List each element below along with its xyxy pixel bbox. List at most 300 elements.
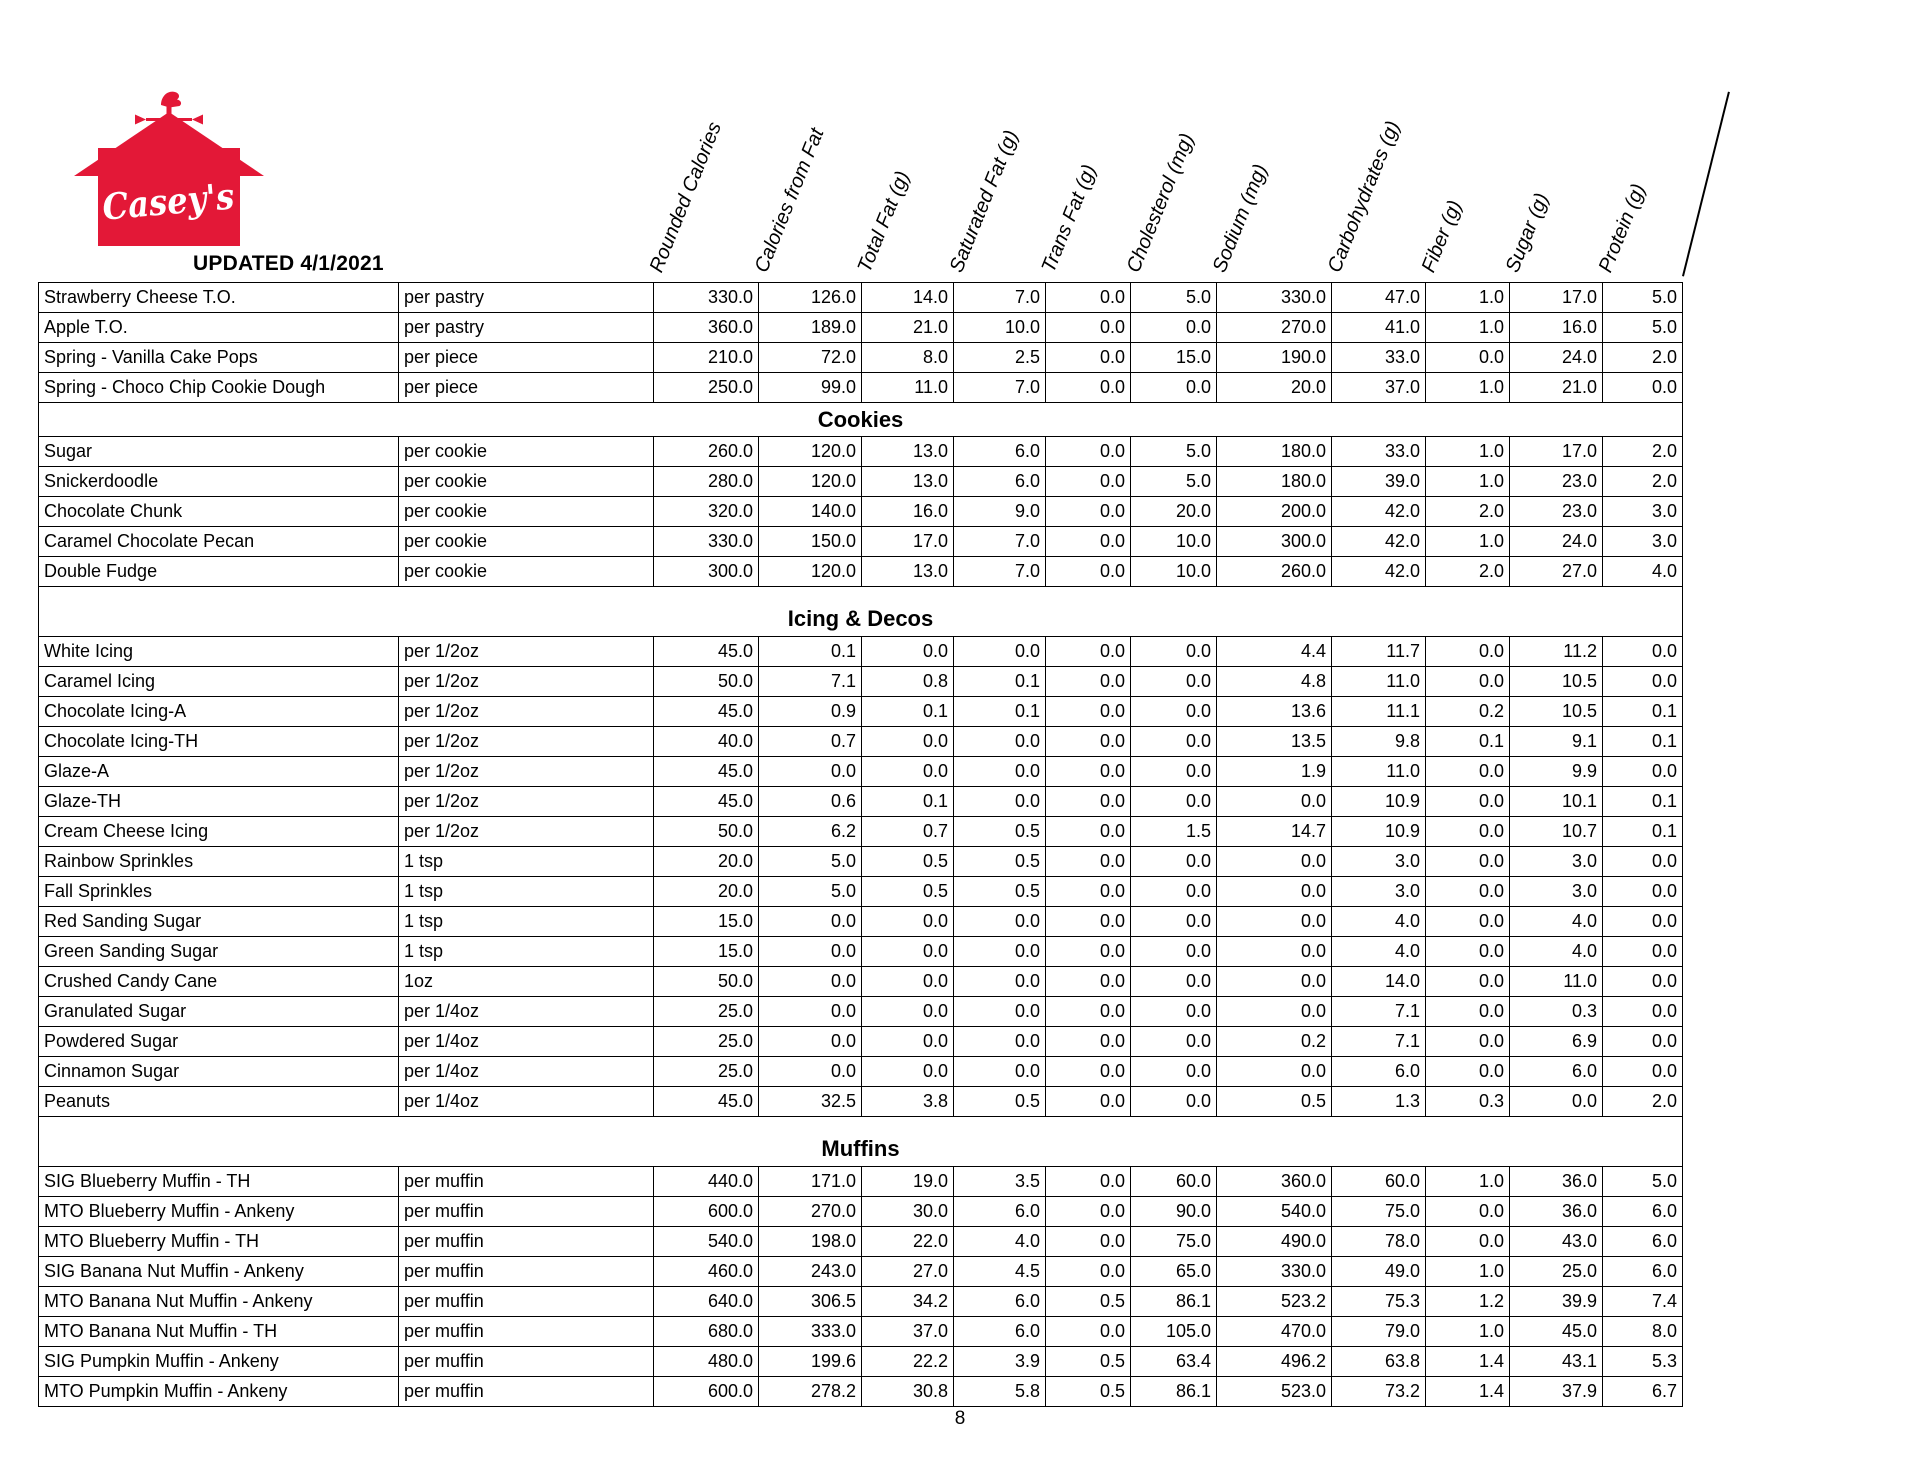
value-cell: 0.0 [954, 1057, 1046, 1087]
serving-size-cell: per piece [399, 343, 654, 373]
value-cell: 43.1 [1510, 1347, 1603, 1377]
serving-size-cell: 1 tsp [399, 877, 654, 907]
serving-size-cell: per muffin [399, 1197, 654, 1227]
table-row [39, 1087, 1683, 1117]
value-cell: 27.0 [1510, 557, 1603, 587]
serving-size-cell: per 1/2oz [399, 787, 654, 817]
value-cell: 0.0 [1131, 637, 1217, 667]
section-header-row [39, 1133, 1683, 1167]
value-cell: 0.0 [1046, 787, 1131, 817]
value-cell: 2.0 [1603, 1087, 1683, 1117]
value-cell: 6.9 [1510, 1027, 1603, 1057]
value-cell: 0.0 [1426, 997, 1510, 1027]
value-cell: 0.5 [954, 877, 1046, 907]
value-cell: 22.0 [862, 1227, 954, 1257]
value-cell: 0.7 [862, 817, 954, 847]
value-cell: 0.0 [1131, 787, 1217, 817]
value-cell: 0.0 [862, 937, 954, 967]
value-cell: 6.0 [1332, 1057, 1426, 1087]
value-cell: 7.0 [954, 527, 1046, 557]
value-cell: 8.0 [862, 343, 954, 373]
value-cell: 0.0 [1131, 697, 1217, 727]
serving-size-cell: per piece [399, 373, 654, 403]
value-cell: 15.0 [654, 907, 759, 937]
value-cell: 1.0 [1426, 1167, 1510, 1197]
value-cell: 680.0 [654, 1317, 759, 1347]
value-cell: 0.0 [1603, 967, 1683, 997]
value-cell: 0.5 [954, 847, 1046, 877]
value-cell: 3.0 [1603, 527, 1683, 557]
value-cell: 198.0 [759, 1227, 862, 1257]
item-name-cell: SIG Banana Nut Muffin - Ankeny [39, 1257, 399, 1287]
value-cell: 0.3 [1426, 1087, 1510, 1117]
value-cell: 10.5 [1510, 697, 1603, 727]
value-cell: 0.0 [1426, 967, 1510, 997]
table-row [39, 343, 1683, 373]
column-header-protein-g: Protein (g) [1594, 180, 1651, 276]
value-cell: 4.0 [1510, 907, 1603, 937]
value-cell: 0.0 [1131, 667, 1217, 697]
value-cell: 6.0 [954, 1197, 1046, 1227]
value-cell: 330.0 [654, 527, 759, 557]
value-cell: 78.0 [1332, 1227, 1426, 1257]
value-cell: 9.0 [954, 497, 1046, 527]
value-cell: 0.6 [759, 787, 862, 817]
value-cell: 63.4 [1131, 1347, 1217, 1377]
item-name-cell: Peanuts [39, 1087, 399, 1117]
value-cell: 0.0 [1046, 907, 1131, 937]
value-cell: 270.0 [1217, 313, 1332, 343]
value-cell: 0.1 [1603, 787, 1683, 817]
value-cell: 40.0 [654, 727, 759, 757]
value-cell: 75.0 [1131, 1227, 1217, 1257]
value-cell: 0.0 [1603, 937, 1683, 967]
value-cell: 1.0 [1426, 467, 1510, 497]
value-cell: 0.1 [1603, 727, 1683, 757]
value-cell: 16.0 [862, 497, 954, 527]
value-cell: 0.0 [1046, 467, 1131, 497]
value-cell: 65.0 [1131, 1257, 1217, 1287]
value-cell: 3.8 [862, 1087, 954, 1117]
table-row [39, 637, 1683, 667]
value-cell: 9.8 [1332, 727, 1426, 757]
value-cell: 21.0 [862, 313, 954, 343]
value-cell: 11.0 [1332, 757, 1426, 787]
value-cell: 10.9 [1332, 787, 1426, 817]
value-cell: 0.5 [1217, 1087, 1332, 1117]
serving-size-cell: per muffin [399, 1377, 654, 1407]
value-cell: 0.1 [862, 787, 954, 817]
serving-size-cell: 1oz [399, 967, 654, 997]
value-cell: 0.8 [862, 667, 954, 697]
value-cell: 1.0 [1426, 283, 1510, 313]
value-cell: 105.0 [1131, 1317, 1217, 1347]
value-cell: 0.5 [862, 847, 954, 877]
value-cell: 0.0 [1217, 847, 1332, 877]
table-row [39, 697, 1683, 727]
column-header-calories-from-fat: Calories from Fat [750, 125, 829, 276]
value-cell: 0.5 [954, 1087, 1046, 1117]
value-cell: 6.0 [954, 437, 1046, 467]
section-title: Icing & Decos [39, 603, 1683, 637]
item-name-cell: Double Fudge [39, 557, 399, 587]
value-cell: 180.0 [1217, 437, 1332, 467]
item-name-cell: Cream Cheese Icing [39, 817, 399, 847]
item-name-cell: MTO Blueberry Muffin - Ankeny [39, 1197, 399, 1227]
value-cell: 0.5 [862, 877, 954, 907]
item-name-cell: Chocolate Chunk [39, 497, 399, 527]
value-cell: 0.0 [1046, 1087, 1131, 1117]
table-row [39, 937, 1683, 967]
updated-date-label: UPDATED 4/1/2021 [193, 252, 384, 275]
table-row [39, 847, 1683, 877]
value-cell: 140.0 [759, 497, 862, 527]
section-title: Cookies [39, 403, 1683, 437]
item-name-cell: SIG Blueberry Muffin - TH [39, 1167, 399, 1197]
value-cell: 3.0 [1332, 847, 1426, 877]
value-cell: 523.2 [1217, 1287, 1332, 1317]
value-cell: 0.0 [862, 727, 954, 757]
value-cell: 0.0 [759, 907, 862, 937]
value-cell: 37.0 [862, 1317, 954, 1347]
item-name-cell: Powdered Sugar [39, 1027, 399, 1057]
value-cell: 0.0 [1131, 373, 1217, 403]
value-cell: 1.0 [1426, 1317, 1510, 1347]
serving-size-cell: per muffin [399, 1227, 654, 1257]
value-cell: 6.0 [1603, 1257, 1683, 1287]
value-cell: 24.0 [1510, 527, 1603, 557]
table-row [39, 1197, 1683, 1227]
item-name-cell: Cinnamon Sugar [39, 1057, 399, 1087]
value-cell: 10.7 [1510, 817, 1603, 847]
column-header-carbohydrates-g: Carbohydrates (g) [1323, 117, 1405, 276]
value-cell: 0.0 [862, 637, 954, 667]
value-cell: 45.0 [654, 787, 759, 817]
value-cell: 3.5 [954, 1167, 1046, 1197]
item-name-cell: Strawberry Cheese T.O. [39, 283, 399, 313]
value-cell: 540.0 [654, 1227, 759, 1257]
value-cell: 0.0 [1046, 1227, 1131, 1257]
serving-size-cell: per 1/2oz [399, 727, 654, 757]
value-cell: 640.0 [654, 1287, 759, 1317]
value-cell: 0.0 [1426, 1227, 1510, 1257]
section-header-row [39, 403, 1683, 437]
value-cell: 5.0 [1131, 283, 1217, 313]
value-cell: 3.9 [954, 1347, 1046, 1377]
table-row [39, 1257, 1683, 1287]
value-cell: 0.0 [1217, 907, 1332, 937]
value-cell: 42.0 [1332, 497, 1426, 527]
value-cell: 75.0 [1332, 1197, 1426, 1227]
value-cell: 210.0 [654, 343, 759, 373]
value-cell: 0.0 [1046, 637, 1131, 667]
section-title: Muffins [39, 1133, 1683, 1167]
value-cell: 0.0 [862, 1057, 954, 1087]
value-cell: 33.0 [1332, 343, 1426, 373]
value-cell: 39.9 [1510, 1287, 1603, 1317]
value-cell: 0.0 [1426, 757, 1510, 787]
value-cell: 0.9 [759, 697, 862, 727]
value-cell: 17.0 [862, 527, 954, 557]
value-cell: 4.5 [954, 1257, 1046, 1287]
value-cell: 330.0 [654, 283, 759, 313]
value-cell: 6.2 [759, 817, 862, 847]
value-cell: 11.0 [1332, 667, 1426, 697]
value-cell: 0.0 [1426, 1197, 1510, 1227]
value-cell: 20.0 [1131, 497, 1217, 527]
item-name-cell: MTO Banana Nut Muffin - TH [39, 1317, 399, 1347]
value-cell: 15.0 [1131, 343, 1217, 373]
value-cell: 10.0 [954, 313, 1046, 343]
value-cell: 11.7 [1332, 637, 1426, 667]
value-cell: 200.0 [1217, 497, 1332, 527]
value-cell: 2.0 [1426, 557, 1510, 587]
table-row [39, 283, 1683, 313]
value-cell: 45.0 [654, 757, 759, 787]
value-cell: 63.8 [1332, 1347, 1426, 1377]
value-cell: 0.0 [1217, 787, 1332, 817]
serving-size-cell: per 1/4oz [399, 1087, 654, 1117]
value-cell: 14.0 [862, 283, 954, 313]
value-cell: 47.0 [1332, 283, 1426, 313]
value-cell: 360.0 [1217, 1167, 1332, 1197]
value-cell: 20.0 [1217, 373, 1332, 403]
value-cell: 15.0 [654, 937, 759, 967]
value-cell: 1.0 [1426, 373, 1510, 403]
serving-size-cell: 1 tsp [399, 847, 654, 877]
value-cell: 0.0 [1426, 937, 1510, 967]
value-cell: 0.0 [1046, 727, 1131, 757]
value-cell: 4.4 [1217, 637, 1332, 667]
value-cell: 25.0 [654, 1027, 759, 1057]
item-name-cell: Spring - Vanilla Cake Pops [39, 343, 399, 373]
value-cell: 1.0 [1426, 313, 1510, 343]
value-cell: 480.0 [654, 1347, 759, 1377]
item-name-cell: Caramel Icing [39, 667, 399, 697]
value-cell: 0.0 [1046, 1197, 1131, 1227]
value-cell: 36.0 [1510, 1197, 1603, 1227]
value-cell: 11.0 [862, 373, 954, 403]
value-cell: 600.0 [654, 1197, 759, 1227]
value-cell: 0.0 [1426, 877, 1510, 907]
value-cell: 0.0 [1046, 1257, 1131, 1287]
value-cell: 75.3 [1332, 1287, 1426, 1317]
serving-size-cell: per 1/2oz [399, 697, 654, 727]
value-cell: 7.4 [1603, 1287, 1683, 1317]
value-cell: 2.0 [1426, 497, 1510, 527]
value-cell: 5.0 [1131, 467, 1217, 497]
value-cell: 0.2 [1426, 697, 1510, 727]
value-cell: 120.0 [759, 557, 862, 587]
serving-size-cell: per 1/2oz [399, 637, 654, 667]
table-row [39, 1317, 1683, 1347]
value-cell: 34.2 [862, 1287, 954, 1317]
page-number: 8 [954, 1408, 966, 1429]
value-cell: 4.0 [954, 1227, 1046, 1257]
caseys-barn-icon [74, 88, 264, 250]
value-cell: 1.4 [1426, 1377, 1510, 1407]
column-header-total-fat-g: Total Fat (g) [853, 168, 915, 276]
value-cell: 470.0 [1217, 1317, 1332, 1347]
value-cell: 0.2 [1217, 1027, 1332, 1057]
value-cell: 0.0 [1131, 907, 1217, 937]
value-cell: 0.0 [1046, 1167, 1131, 1197]
column-header-sodium-mg: Sodium (mg) [1208, 161, 1272, 276]
value-cell: 25.0 [654, 1057, 759, 1087]
item-name-cell: MTO Pumpkin Muffin - Ankeny [39, 1377, 399, 1407]
table-row [39, 373, 1683, 403]
item-name-cell: Snickerdoodle [39, 467, 399, 497]
value-cell: 6.0 [1603, 1227, 1683, 1257]
item-name-cell: Apple T.O. [39, 313, 399, 343]
value-cell: 0.0 [862, 967, 954, 997]
value-cell: 0.0 [954, 757, 1046, 787]
value-cell: 11.2 [1510, 637, 1603, 667]
value-cell: 33.0 [1332, 437, 1426, 467]
value-cell: 0.0 [1046, 497, 1131, 527]
column-header-trans-fat-g: Trans Fat (g) [1037, 161, 1101, 276]
value-cell: 14.7 [1217, 817, 1332, 847]
value-cell: 0.0 [1131, 937, 1217, 967]
value-cell: 0.0 [1131, 1057, 1217, 1087]
value-cell: 0.0 [1046, 997, 1131, 1027]
value-cell: 60.0 [1332, 1167, 1426, 1197]
value-cell: 0.0 [954, 937, 1046, 967]
value-cell: 0.0 [1131, 847, 1217, 877]
value-cell: 0.0 [1426, 343, 1510, 373]
table-row [39, 313, 1683, 343]
value-cell: 1.0 [1426, 527, 1510, 557]
serving-size-cell: per 1/4oz [399, 1057, 654, 1087]
value-cell: 496.2 [1217, 1347, 1332, 1377]
value-cell: 0.0 [1046, 343, 1131, 373]
serving-size-cell: per muffin [399, 1347, 654, 1377]
serving-size-cell: per cookie [399, 497, 654, 527]
table-row [39, 757, 1683, 787]
value-cell: 8.0 [1603, 1317, 1683, 1347]
serving-size-cell: per cookie [399, 557, 654, 587]
value-cell: 0.0 [862, 907, 954, 937]
value-cell: 72.0 [759, 343, 862, 373]
value-cell: 41.0 [1332, 313, 1426, 343]
item-name-cell: Glaze-TH [39, 787, 399, 817]
value-cell: 0.0 [759, 937, 862, 967]
item-name-cell: Red Sanding Sugar [39, 907, 399, 937]
value-cell: 0.0 [1426, 1057, 1510, 1087]
value-cell: 99.0 [759, 373, 862, 403]
value-cell: 37.9 [1510, 1377, 1603, 1407]
table-row [39, 1057, 1683, 1087]
table-row [39, 967, 1683, 997]
value-cell: 36.0 [1510, 1167, 1603, 1197]
value-cell: 0.0 [1046, 667, 1131, 697]
value-cell: 5.0 [759, 877, 862, 907]
value-cell: 79.0 [1332, 1317, 1426, 1347]
value-cell: 32.5 [759, 1087, 862, 1117]
value-cell: 0.0 [1046, 437, 1131, 467]
value-cell: 0.0 [1603, 1057, 1683, 1087]
value-cell: 440.0 [654, 1167, 759, 1197]
value-cell: 0.3 [1510, 997, 1603, 1027]
value-cell: 0.0 [1603, 907, 1683, 937]
value-cell: 0.5 [1046, 1377, 1131, 1407]
value-cell: 7.1 [759, 667, 862, 697]
value-cell: 0.0 [1426, 907, 1510, 937]
serving-size-cell: per 1/4oz [399, 997, 654, 1027]
value-cell: 0.0 [1603, 847, 1683, 877]
value-cell: 37.0 [1332, 373, 1426, 403]
item-name-cell: Spring - Choco Chip Cookie Dough [39, 373, 399, 403]
table-row [39, 817, 1683, 847]
table-row [39, 1287, 1683, 1317]
value-cell: 0.0 [1603, 667, 1683, 697]
value-cell: 0.0 [1046, 313, 1131, 343]
value-cell: 14.0 [1332, 967, 1426, 997]
value-cell: 7.1 [1332, 1027, 1426, 1057]
table-row [39, 1227, 1683, 1257]
value-cell: 24.0 [1510, 343, 1603, 373]
value-cell: 0.0 [954, 637, 1046, 667]
value-cell: 180.0 [1217, 467, 1332, 497]
serving-size-cell: per 1/2oz [399, 667, 654, 697]
value-cell: 25.0 [1510, 1257, 1603, 1287]
value-cell: 0.0 [1426, 817, 1510, 847]
value-cell: 3.0 [1510, 877, 1603, 907]
spacer-cell [39, 1117, 1683, 1133]
value-cell: 0.0 [1131, 1027, 1217, 1057]
value-cell: 73.2 [1332, 1377, 1426, 1407]
value-cell: 0.0 [1046, 697, 1131, 727]
value-cell: 0.0 [1217, 877, 1332, 907]
serving-size-cell: per 1/2oz [399, 757, 654, 787]
value-cell: 0.0 [1131, 313, 1217, 343]
value-cell: 90.0 [1131, 1197, 1217, 1227]
value-cell: 260.0 [654, 437, 759, 467]
value-cell: 0.5 [1046, 1287, 1131, 1317]
serving-size-cell: per muffin [399, 1317, 654, 1347]
value-cell: 0.0 [759, 1057, 862, 1087]
value-cell: 0.0 [954, 967, 1046, 997]
value-cell: 0.5 [954, 817, 1046, 847]
value-cell: 86.1 [1131, 1287, 1217, 1317]
item-name-cell: MTO Blueberry Muffin - TH [39, 1227, 399, 1257]
value-cell: 260.0 [1217, 557, 1332, 587]
value-cell: 0.0 [1603, 637, 1683, 667]
table-row [39, 1027, 1683, 1057]
value-cell: 13.0 [862, 467, 954, 497]
spacer-row [39, 587, 1683, 603]
value-cell: 7.0 [954, 373, 1046, 403]
value-cell: 171.0 [759, 1167, 862, 1197]
value-cell: 0.0 [954, 727, 1046, 757]
value-cell: 2.0 [1603, 343, 1683, 373]
value-cell: 49.0 [1332, 1257, 1426, 1287]
value-cell: 243.0 [759, 1257, 862, 1287]
value-cell: 280.0 [654, 467, 759, 497]
table-row [39, 557, 1683, 587]
value-cell: 150.0 [759, 527, 862, 557]
value-cell: 10.0 [1131, 557, 1217, 587]
value-cell: 45.0 [1510, 1317, 1603, 1347]
value-cell: 3.0 [1510, 847, 1603, 877]
value-cell: 5.3 [1603, 1347, 1683, 1377]
table-row [39, 997, 1683, 1027]
table-row [39, 1347, 1683, 1377]
value-cell: 0.0 [1046, 817, 1131, 847]
value-cell: 270.0 [759, 1197, 862, 1227]
value-cell: 333.0 [759, 1317, 862, 1347]
value-cell: 190.0 [1217, 343, 1332, 373]
